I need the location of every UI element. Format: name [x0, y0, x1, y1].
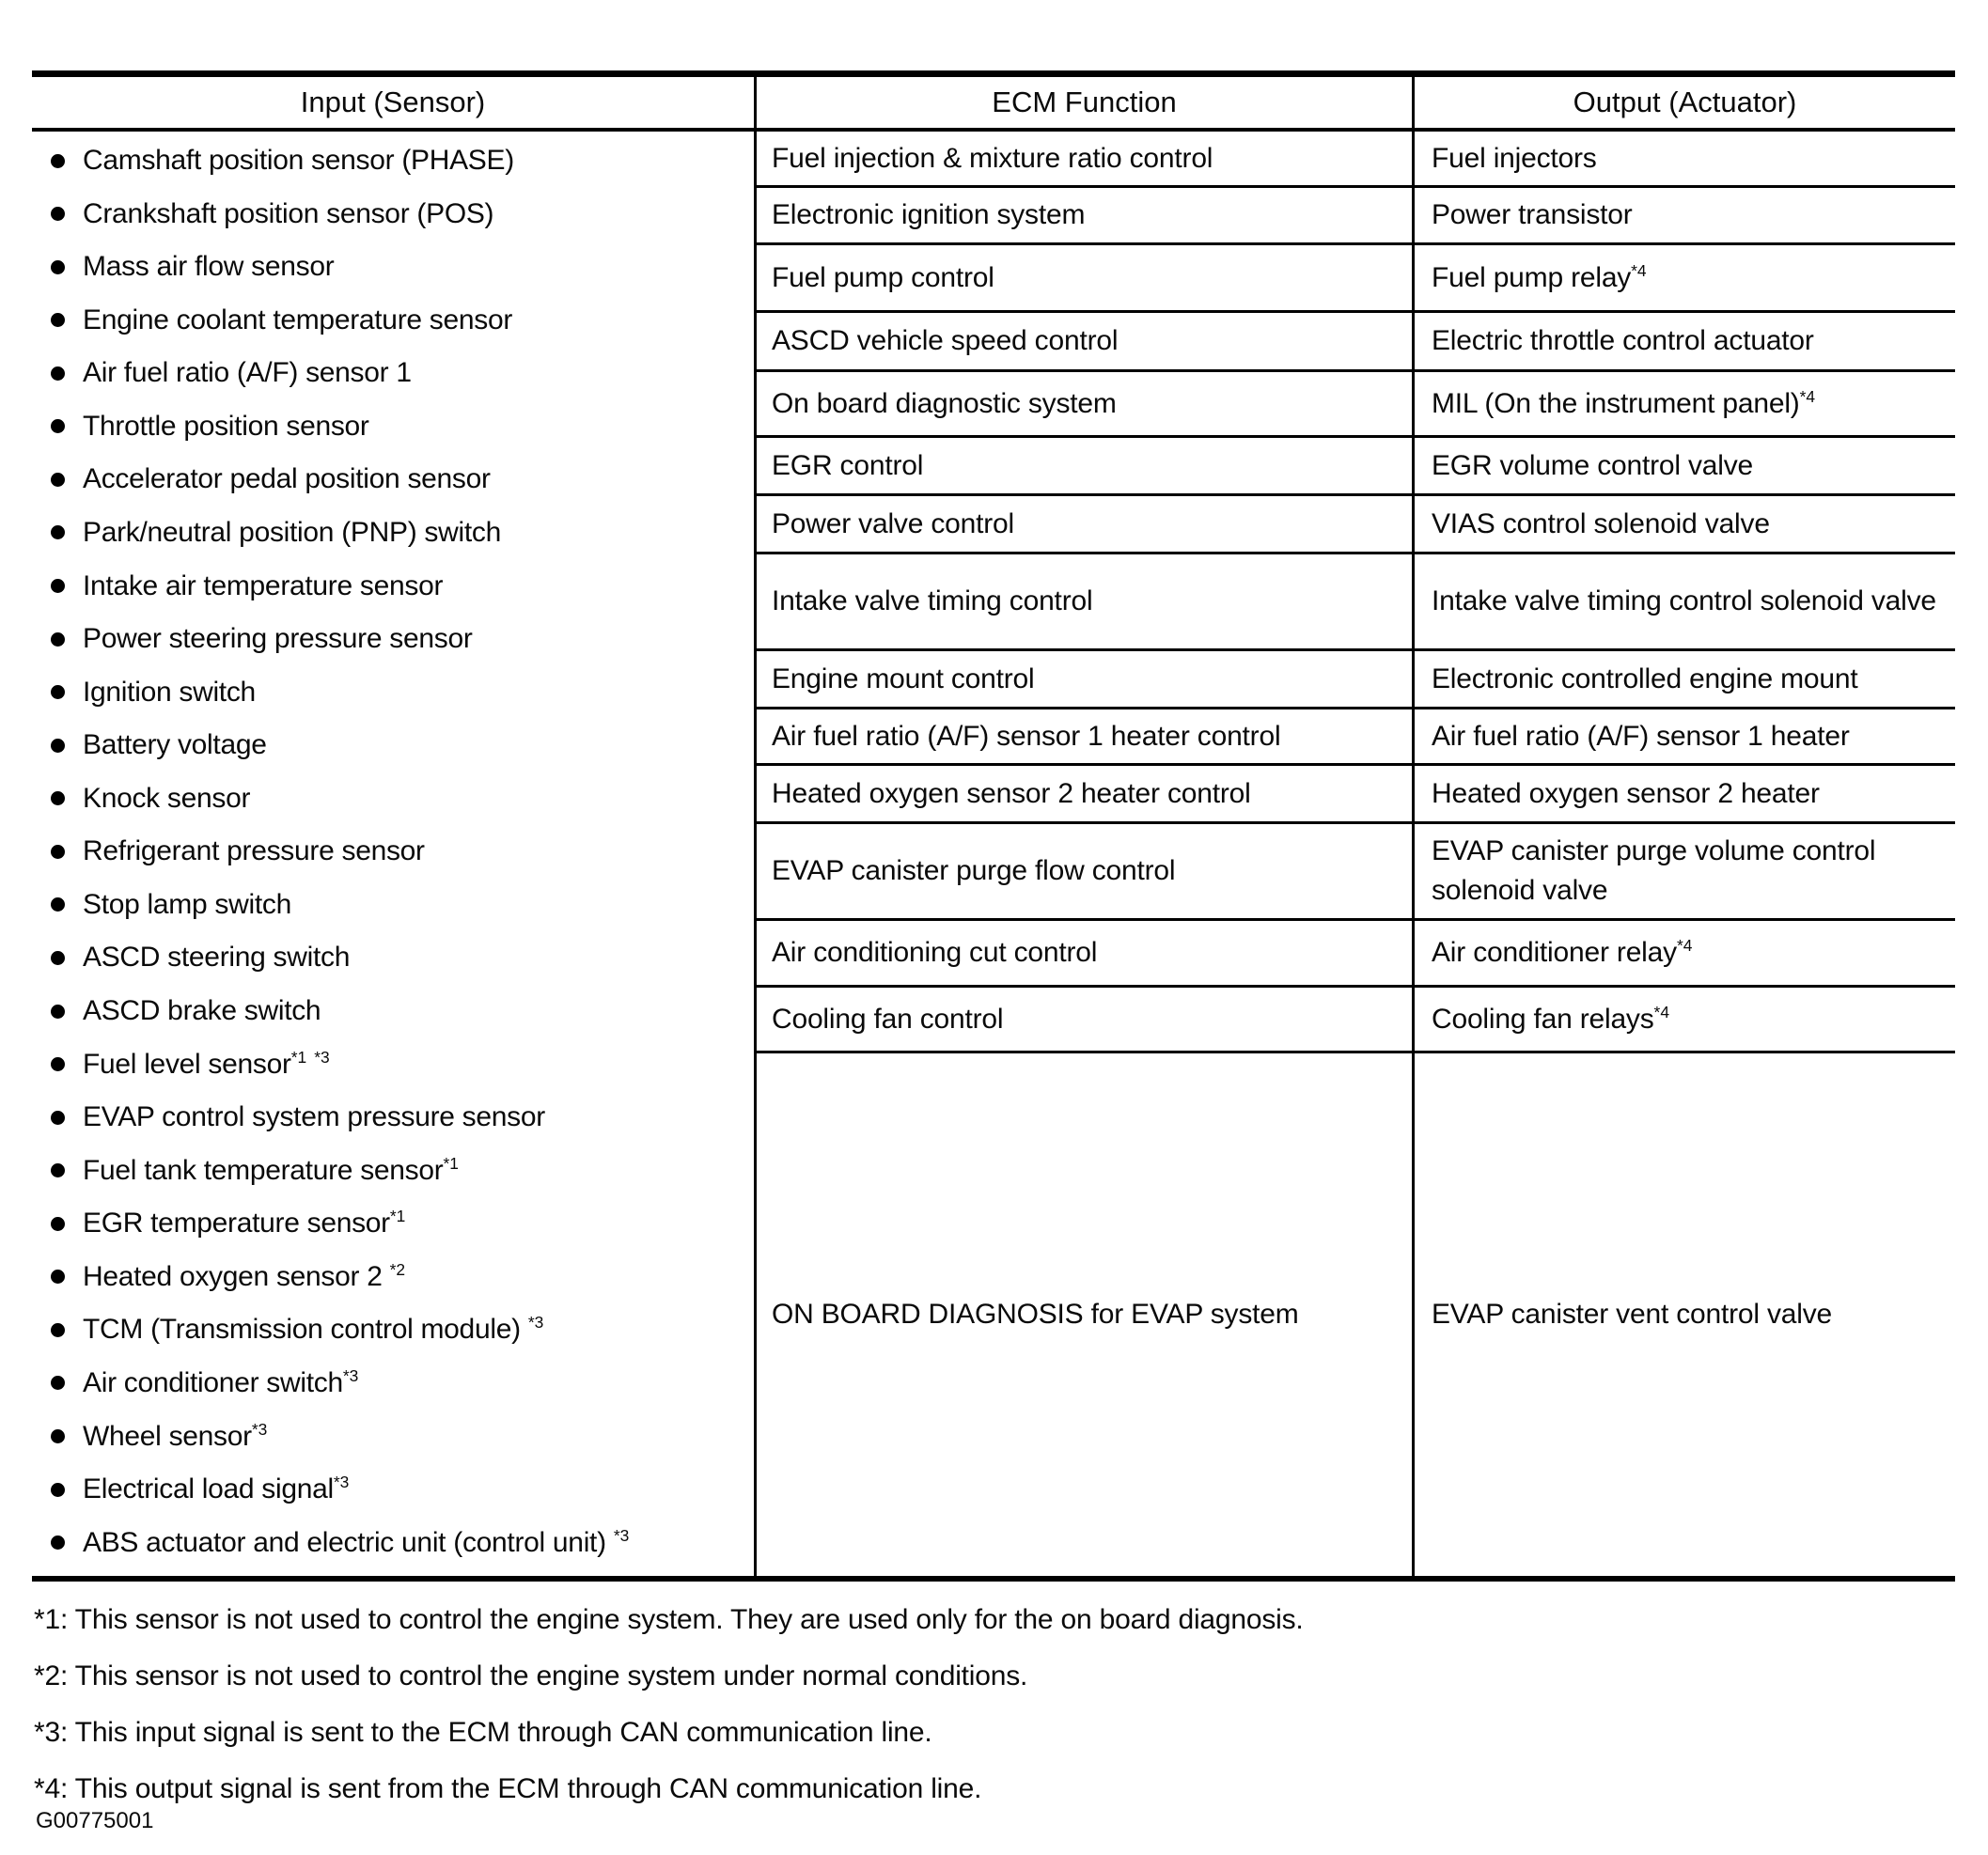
output-actuator-cell — [1412, 766, 1955, 824]
input-sensor-item — [51, 783, 748, 815]
footnote: *4: This output signal is sent from the ECM through CAN communication line. — [34, 1773, 982, 1804]
footnote-marker: *3 — [342, 1365, 359, 1385]
output-actuator-label: Cooling fan relays$^{*4}$ — [1432, 1002, 1669, 1035]
input-sensor-item — [51, 411, 748, 443]
input-sensor-label: EVAP control system pressure sensor — [83, 1101, 545, 1133]
ecm-function-cell — [754, 313, 1412, 372]
input-sensor-item — [51, 1473, 748, 1505]
input-sensor-label: Engine coolant temperature sensor — [83, 304, 513, 335]
column-header-input-label: Input (Sensor) — [300, 86, 486, 118]
footnote-marker: *2 — [389, 1259, 406, 1279]
input-sensor-item — [51, 729, 748, 761]
bullet-icon — [51, 260, 65, 274]
footnote-marker: *4 — [1676, 936, 1693, 955]
input-sensor-item — [51, 1155, 748, 1187]
input-sensor-label: Heated oxygen sensor 2 $^{*2}$ — [83, 1259, 406, 1292]
ecm-io-table — [32, 70, 1955, 1582]
input-sensor-item — [51, 1101, 748, 1133]
input-sensor-item — [51, 942, 748, 974]
ecm-function-label: Engine mount control — [772, 662, 1035, 694]
input-sensor-label: Wheel sensor$^{*3}$ — [83, 1419, 268, 1452]
input-sensor-item — [51, 1261, 748, 1293]
output-actuator-label: Heated oxygen sensor 2 heater — [1432, 777, 1820, 809]
output-actuator-cell — [1412, 132, 1955, 188]
output-actuator-cell — [1412, 496, 1955, 554]
input-sensor-item — [51, 677, 748, 709]
bullet-icon — [51, 897, 65, 912]
ecm-function-cell — [754, 766, 1412, 824]
ecm-function-label: Cooling fan control — [772, 1003, 1004, 1035]
input-sensor-label: Ignition switch — [83, 676, 256, 708]
output-actuator-label: Intake valve timing control solenoid valve — [1432, 585, 1936, 616]
ecm-function-label: Air fuel ratio (A/F) sensor 1 heater control — [772, 720, 1281, 752]
bullet-icon — [51, 1163, 65, 1177]
ecm-function-cell — [754, 1053, 1412, 1576]
output-actuator-label: EGR volume control valve — [1432, 449, 1754, 481]
ecm-function-cell — [754, 132, 1412, 188]
ecm-function-label: Air conditioning cut control — [772, 937, 1098, 968]
output-actuator-cell — [1412, 313, 1955, 372]
input-sensor-label: Knock sensor — [83, 782, 251, 814]
ecm-function-cell — [754, 988, 1412, 1053]
column-header-function — [754, 77, 1412, 132]
input-sensor-label: ASCD brake switch — [83, 995, 321, 1026]
input-sensor-label: EGR temperature sensor$^{*1}$ — [83, 1207, 406, 1239]
input-sensor-label: Battery voltage — [83, 729, 267, 761]
bullet-icon — [51, 1376, 65, 1390]
input-sensor-item — [51, 517, 748, 549]
input-sensor-item — [51, 1527, 748, 1559]
output-actuator-label: Air fuel ratio (A/F) sensor 1 heater — [1432, 720, 1850, 752]
bullet-icon — [51, 579, 65, 593]
input-sensor-item — [51, 198, 748, 230]
footnote-marker: *4 — [1799, 386, 1816, 406]
input-sensor-label: Electrical load signal$^{*3}$ — [83, 1473, 350, 1505]
output-actuator-label: Electric throttle control actuator — [1432, 325, 1814, 356]
ecm-function-label: Fuel pump control — [772, 261, 994, 293]
bullet-icon — [51, 1217, 65, 1231]
bullet-icon — [51, 1483, 65, 1497]
bullet-icon — [51, 154, 65, 168]
input-sensor-label: Air conditioner switch$^{*3}$ — [83, 1365, 359, 1398]
input-sensor-label: Throttle position sensor — [83, 410, 369, 442]
output-actuator-label: Fuel injectors — [1432, 142, 1597, 174]
input-sensor-label: Power steering pressure sensor — [83, 623, 473, 655]
bullet-icon — [51, 313, 65, 327]
footnote-marker: *3 — [314, 1047, 330, 1067]
output-actuator-cell — [1412, 1053, 1955, 1576]
input-sensor-item — [51, 835, 748, 867]
input-sensor-label: TCM (Transmission control module) $^{*3}$ — [83, 1313, 544, 1346]
bullet-icon — [51, 1270, 65, 1284]
output-actuator-cell — [1412, 554, 1955, 651]
input-sensor-label: Intake air temperature sensor — [83, 569, 444, 601]
input-sensor-label: Park/neutral position (PNP) switch — [83, 516, 501, 548]
input-sensor-label: Accelerator pedal position sensor — [83, 463, 491, 495]
input-sensor-item — [51, 1421, 748, 1453]
bullet-icon — [51, 951, 65, 965]
footnote-marker: *3 — [333, 1473, 350, 1492]
output-actuator-cell — [1412, 988, 1955, 1053]
ecm-function-cell — [754, 651, 1412, 709]
bullet-icon — [51, 366, 65, 381]
ecm-function-label: ON BOARD DIAGNOSIS for EVAP system — [772, 1299, 1299, 1330]
output-actuator-cell — [1412, 651, 1955, 709]
input-sensor-item — [51, 623, 748, 655]
column-header-output-label: Output (Actuator) — [1573, 86, 1797, 118]
footnote: *1: This sensor is not used to control the engine system. They are used only for the on board diagnosis. — [34, 1604, 1304, 1635]
output-actuator-label: EVAP canister vent control valve — [1432, 1299, 1833, 1330]
output-actuator-label: Power transistor — [1432, 199, 1633, 230]
bullet-icon — [51, 739, 65, 753]
input-sensor-item — [51, 1208, 748, 1239]
ecm-function-cell — [754, 372, 1412, 438]
ecm-function-label: Fuel injection & mixture ratio control — [772, 142, 1213, 174]
input-sensor-label: Crankshaft position sensor (POS) — [83, 197, 494, 229]
ecm-function-label: Intake valve timing control — [772, 585, 1093, 616]
output-actuator-label: MIL (On the instrument panel)$^{*4}$ — [1432, 386, 1816, 419]
input-sensor-item — [51, 1049, 748, 1081]
input-sensor-label: Fuel level sensor$^{*1}$ $^{*3}$ — [83, 1047, 330, 1080]
ecm-function-label: EVAP canister purge flow control — [772, 855, 1176, 886]
bullet-icon — [51, 685, 65, 699]
footnote-marker: *3 — [251, 1419, 268, 1439]
bullet-icon — [51, 473, 65, 487]
output-actuator-cell — [1412, 372, 1955, 438]
ecm-function-cell — [754, 554, 1412, 651]
output-actuator-label: VIAS control solenoid valve — [1432, 507, 1770, 539]
input-sensor-label: Refrigerant pressure sensor — [83, 835, 425, 867]
input-sensor-label: ABS actuator and electric unit (control unit) $^{*3}$ — [83, 1525, 630, 1558]
ecm-function-label: Heated oxygen sensor 2 heater control — [772, 777, 1251, 809]
footnote-marker: *1 — [389, 1207, 406, 1226]
footnote-marker: *4 — [1653, 1002, 1669, 1021]
output-actuator-label: EVAP canister purge volume control solenoid valve — [1432, 835, 1876, 906]
input-sensor-item — [51, 1314, 748, 1346]
bullet-icon — [51, 207, 65, 221]
ecm-function-label: ASCD vehicle speed control — [772, 325, 1119, 356]
bullet-icon — [51, 1057, 65, 1071]
input-sensor-label: Fuel tank temperature sensor$^{*1}$ — [83, 1153, 459, 1186]
footnote-marker: *1 — [290, 1047, 307, 1067]
footnote-marker: *3 — [613, 1525, 630, 1545]
footnote: *2: This sensor is not used to control the engine system under normal conditions. — [34, 1660, 1028, 1691]
output-actuator-cell — [1412, 438, 1955, 496]
column-header-input — [32, 77, 754, 132]
output-actuator-cell — [1412, 188, 1955, 245]
ecm-function-label: Electronic ignition system — [772, 199, 1086, 230]
bullet-icon — [51, 845, 65, 859]
output-actuator-label: Air conditioner relay$^{*4}$ — [1432, 936, 1693, 968]
ecm-function-label: EGR control — [772, 449, 924, 481]
ecm-function-cell — [754, 245, 1412, 313]
ecm-function-label: On board diagnostic system — [772, 387, 1117, 419]
input-sensor-label: Air fuel ratio (A/F) sensor 1 — [83, 357, 412, 389]
ecm-function-cell — [754, 496, 1412, 554]
input-sensor-label: Stop lamp switch — [83, 888, 291, 920]
bullet-icon — [51, 791, 65, 805]
input-sensor-item — [51, 145, 748, 177]
input-sensor-list — [32, 132, 754, 1576]
output-actuator-cell — [1412, 921, 1955, 988]
output-actuator-label: Electronic controlled engine mount — [1432, 662, 1858, 694]
input-sensor-label: Mass air flow sensor — [83, 251, 335, 283]
footnote: *3: This input signal is sent to the ECM through CAN communication line. — [34, 1717, 932, 1748]
output-actuator-cell — [1412, 824, 1955, 921]
input-sensor-item — [51, 570, 748, 602]
bullet-icon — [51, 1535, 65, 1550]
ecm-function-cell — [754, 824, 1412, 921]
ecm-function-cell — [754, 709, 1412, 766]
bullet-icon — [51, 1111, 65, 1125]
input-sensor-item — [51, 251, 748, 283]
column-header-output — [1412, 77, 1955, 132]
ecm-function-cell — [754, 921, 1412, 988]
input-sensor-item — [51, 357, 748, 389]
bullet-icon — [51, 632, 65, 647]
column-header-function-label: ECM Function — [992, 86, 1177, 118]
bullet-icon — [51, 525, 65, 539]
output-actuator-cell — [1412, 709, 1955, 766]
input-sensor-item — [51, 1367, 748, 1399]
ecm-function-cell — [754, 438, 1412, 496]
input-sensor-item — [51, 995, 748, 1027]
output-actuator-cell — [1412, 245, 1955, 313]
footnote-marker: *1 — [443, 1153, 459, 1173]
bullet-icon — [51, 419, 65, 433]
input-sensor-item — [51, 889, 748, 921]
bullet-icon — [51, 1005, 65, 1019]
output-actuator-label: Fuel pump relay$^{*4}$ — [1432, 260, 1647, 293]
input-sensor-label: ASCD steering switch — [83, 942, 351, 974]
footnotes — [34, 1592, 1961, 1817]
footnote-marker: *4 — [1631, 260, 1647, 280]
footnote-marker: *3 — [527, 1313, 544, 1333]
figure-id: G00775001 — [36, 1808, 154, 1833]
input-sensor-item — [51, 463, 748, 495]
ecm-function-label: Power valve control — [772, 507, 1014, 539]
ecm-function-cell — [754, 188, 1412, 245]
bullet-icon — [51, 1323, 65, 1337]
input-sensor-item — [51, 304, 748, 336]
input-sensor-label: Camshaft position sensor (PHASE) — [83, 145, 514, 176]
bullet-icon — [51, 1429, 65, 1443]
